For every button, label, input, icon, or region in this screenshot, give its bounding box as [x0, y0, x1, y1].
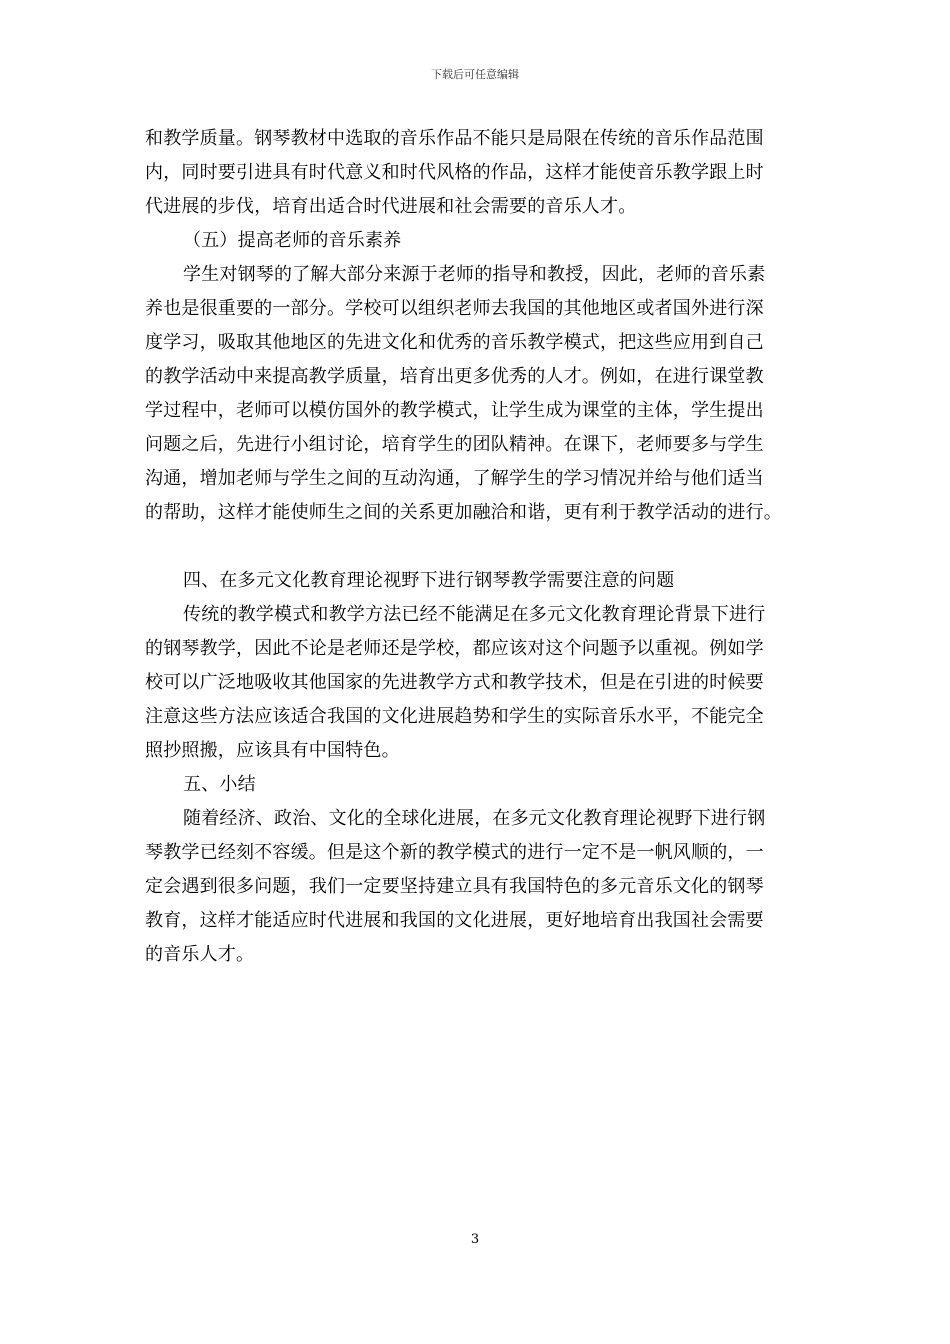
paragraph-line: 沟通，增加老师与学生之间的互动沟通，了解学生的学习情况并给与他们适当 — [145, 468, 764, 489]
paragraph-line: 注意这些方法应该适合我国的文化进展趋势和学生的实际音乐水平，不能完全 — [145, 706, 764, 727]
paragraph-line: 学过程中，老师可以模仿国外的教学模式，让学生成为课堂的主体，学生提出 — [145, 400, 764, 421]
paragraph-line: 照抄照搬，应该具有中国特色。 — [145, 740, 400, 761]
paragraph-line: 定会遇到很多问题，我们一定要坚持建立具有我国特色的多元音乐文化的钢琴 — [145, 876, 764, 897]
paragraph-line: 问题之后，先进行小组讨论，培育学生的团队精神。在课下，老师要多与学生 — [145, 434, 764, 455]
section-heading: 五、小结 — [183, 774, 256, 795]
paragraph-line: 和教学质量。钢琴教材中选取的音乐作品不能只是局限在传统的音乐作品范围 — [145, 128, 764, 149]
paragraph-line: 的音乐人才。 — [145, 944, 255, 965]
page-number: 3 — [470, 1232, 480, 1247]
paragraph-line: 学生对钢琴的了解大部分来源于老师的指导和教授，因此，老师的音乐素 — [183, 264, 766, 285]
paragraph-line: 的钢琴教学，因此不论是老师还是学校，都应该对这个问题予以重视。例如学 — [145, 638, 764, 659]
section-heading: （五）提高老师的音乐素养 — [183, 230, 402, 251]
paragraph-line: 随着经济、政治、文化的全球化进展，在多元文化教育理论视野下进行钢 — [183, 808, 766, 829]
paragraph-line: 内，同时要引进具有时代意义和时代风格的作品，这样才能使音乐教学跟上时 — [145, 162, 764, 183]
blank-line — [145, 530, 807, 564]
paragraph-line: 传统的教学模式和教学方法已经不能满足在多元文化教育理论背景下进行 — [183, 604, 766, 625]
page-header: 下载后可任意编辑 — [431, 68, 519, 81]
paragraph-line: 校可以广泛地吸收其他国家的先进教学方式和教学技术，但是在引进的时候要 — [145, 672, 764, 693]
paragraph-line: 的帮助，这样才能使师生之间的关系更加融洽和谐，更有利于教学活动的进行。 — [145, 502, 782, 523]
document-body — [145, 122, 807, 972]
paragraph-line: 养也是很重要的一部分。学校可以组织老师去我国的其他地区或者国外进行深 — [145, 298, 764, 319]
section-heading: 四、在多元文化教育理论视野下进行钢琴教学需要注意的问题 — [183, 570, 675, 591]
paragraph-line: 代进展的步伐，培育出适合时代进展和社会需要的音乐人才。 — [145, 196, 637, 217]
paragraph-line: 的教学活动中来提高教学质量，培育出更多优秀的人才。例如，在进行课堂教 — [145, 366, 764, 387]
paragraph-line: 教育，这样才能适应时代进展和我国的文化进展，更好地培育出我国社会需要 — [145, 910, 764, 931]
paragraph-line: 琴教学已经刻不容缓。但是这个新的教学模式的进行一定不是一帆风顺的，一 — [145, 842, 764, 863]
paragraph-line: 度学习，吸取其他地区的先进文化和优秀的音乐教学模式，把这些应用到自己 — [145, 332, 764, 353]
